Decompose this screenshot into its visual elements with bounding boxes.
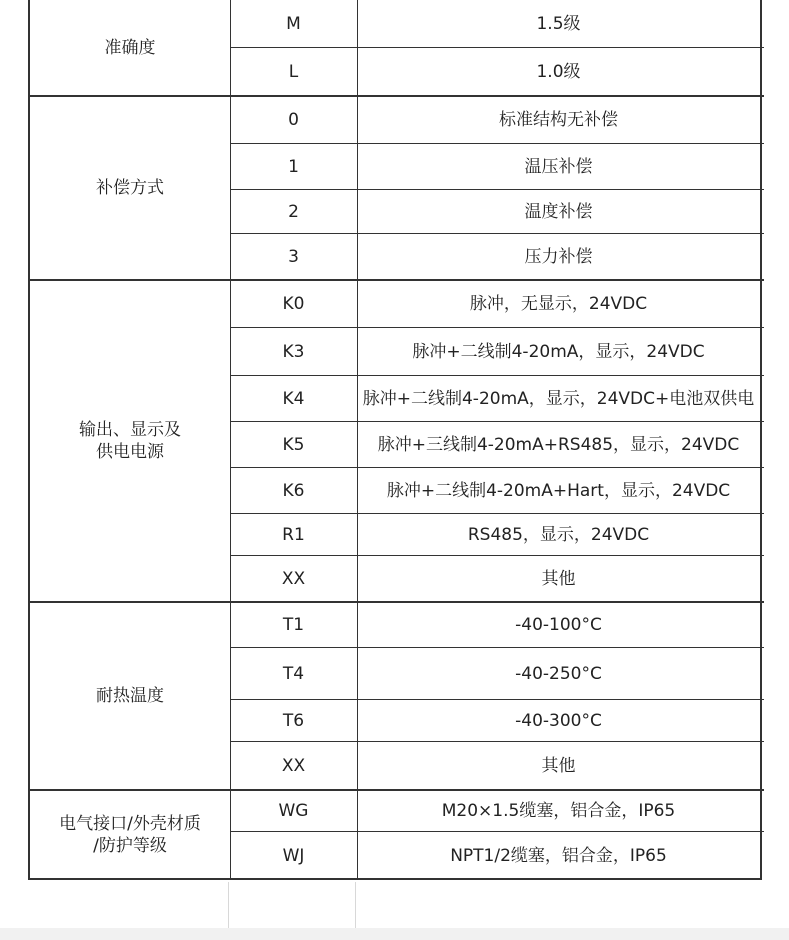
description-cell: NPT1/2缆塞，铝合金，IP65 [450, 846, 667, 866]
code-cell: K0 [282, 294, 305, 314]
group-label: 耐热温度 [96, 686, 164, 706]
code-cell: 0 [288, 110, 299, 130]
description-cell: -40-100°C [515, 615, 602, 635]
description-cell: 脉冲+二线制4-20mA，显示，24VDC+电池双供电 [362, 389, 755, 409]
description-cell: 标准结构无补偿 [499, 110, 618, 130]
code-cell: R1 [282, 525, 305, 545]
code-cell: M [286, 14, 301, 34]
code-cell: K6 [282, 481, 305, 501]
description-cell: -40-300°C [515, 711, 602, 731]
code-cell: XX [281, 569, 306, 589]
group-label: 电气接口/外壳材质 /防护等级 [59, 814, 201, 856]
description-cell: 脉冲+二线制4-20mA+Hart，显示，24VDC [386, 481, 731, 501]
guide-tick [355, 882, 356, 928]
code-cell: L [288, 62, 299, 82]
spec-table [28, 0, 762, 880]
description-cell: 1.5级 [536, 14, 581, 34]
group-label: 补偿方式 [96, 178, 164, 198]
description-cell: 温压补偿 [524, 157, 593, 177]
description-cell: RS485，显示，24VDC [467, 525, 650, 545]
code-cell: T4 [282, 664, 305, 684]
code-cell: WJ [282, 846, 305, 866]
description-cell: M20×1.5缆塞，铝合金，IP65 [441, 801, 676, 821]
group-label: 准确度 [104, 38, 156, 58]
footer-band [0, 928, 789, 940]
code-cell: K4 [282, 389, 305, 409]
code-cell: T1 [282, 615, 305, 635]
group-label: 输出、显示及 供电电源 [79, 420, 181, 462]
guide-tick [228, 882, 229, 928]
code-cell: XX [281, 756, 306, 776]
code-cell: 1 [288, 157, 299, 177]
description-cell: 其他 [541, 756, 576, 776]
description-cell: 其他 [541, 569, 576, 589]
description-cell: 1.0级 [536, 62, 581, 82]
description-cell: -40-250°C [515, 664, 602, 684]
code-cell: 2 [288, 202, 299, 222]
code-cell: K3 [282, 342, 305, 362]
code-cell: 3 [288, 247, 299, 267]
code-cell: WG [278, 801, 309, 821]
description-cell: 脉冲+三线制4-20mA+RS485，显示，24VDC [377, 435, 740, 455]
description-cell: 温度补偿 [524, 202, 593, 222]
description-cell: 脉冲，无显示，24VDC [469, 294, 648, 314]
code-cell: T6 [282, 711, 305, 731]
description-cell: 脉冲+二线制4-20mA，显示，24VDC [412, 342, 705, 362]
code-cell: K5 [282, 435, 305, 455]
description-cell: 压力补偿 [524, 247, 593, 267]
